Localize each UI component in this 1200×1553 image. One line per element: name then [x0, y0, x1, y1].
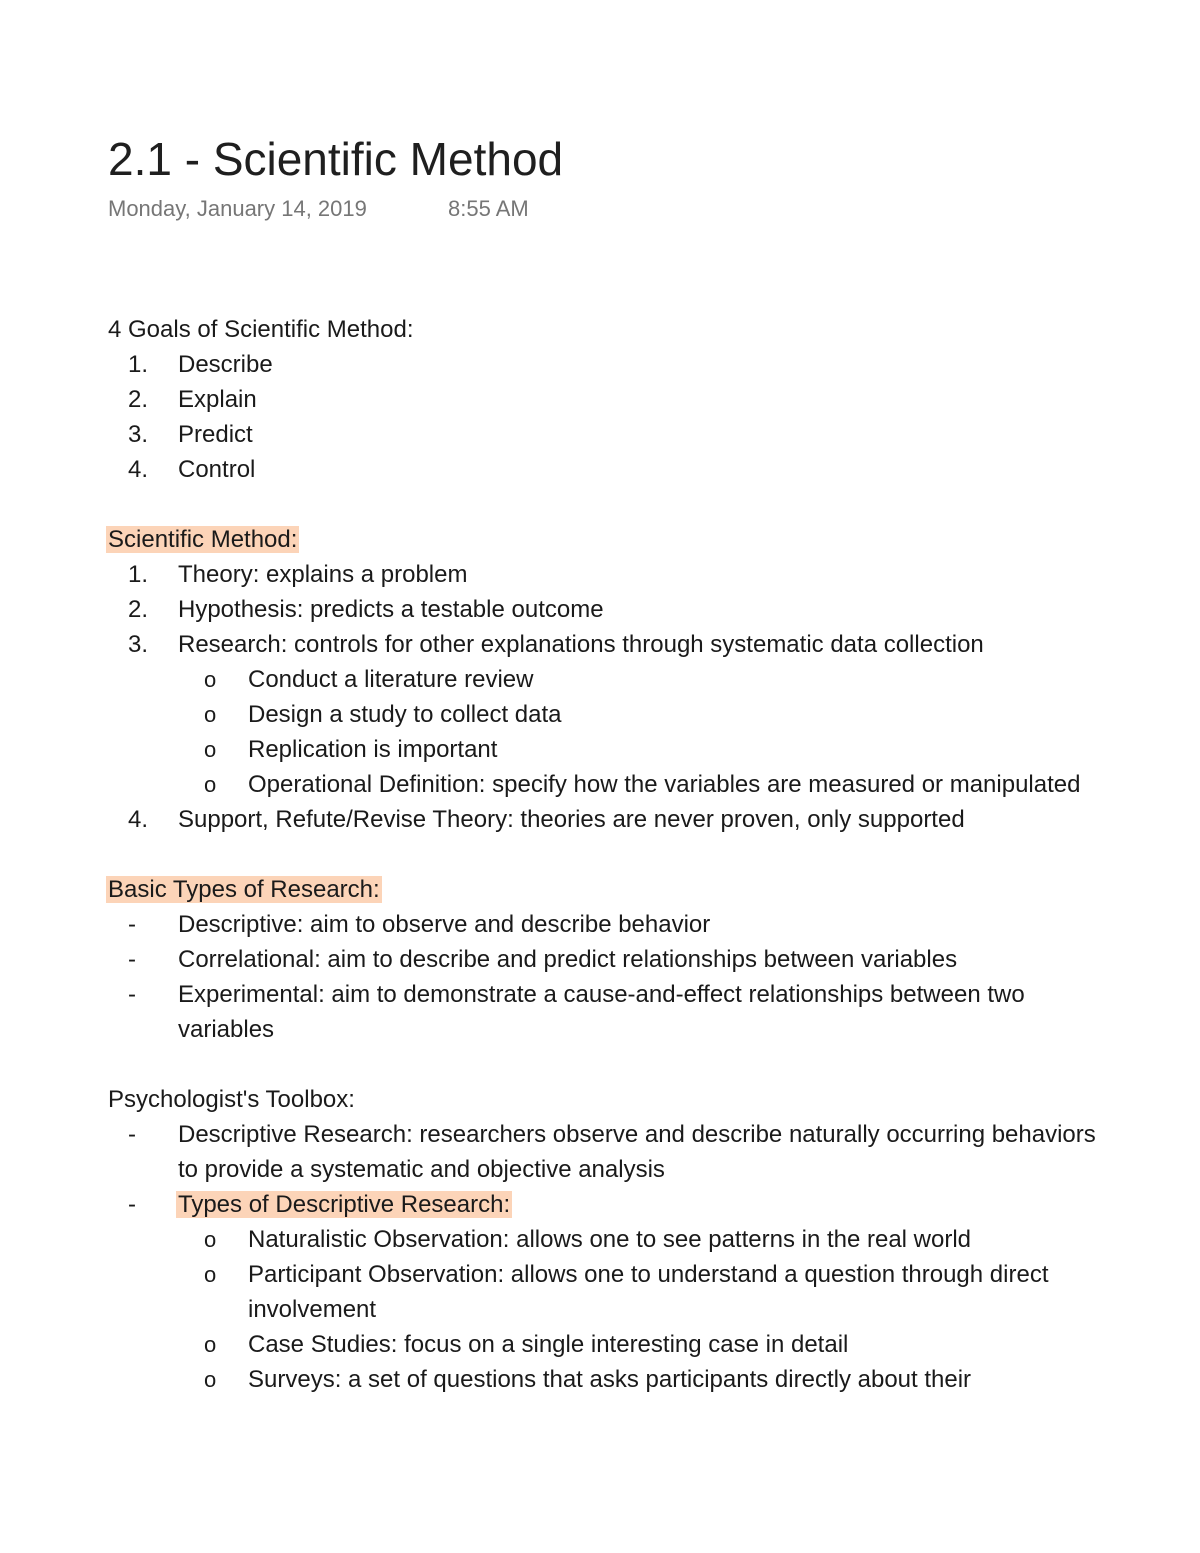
list-item: [108, 627, 1108, 802]
sublist-item-text: Replication is important: [248, 736, 498, 763]
circle-bullet: o: [204, 1332, 217, 1357]
sublist-item: [108, 1222, 1108, 1257]
goals-list: [108, 347, 1108, 487]
dash-bullet: -: [128, 1191, 136, 1218]
list-item: [108, 1117, 1108, 1187]
list-item-text: Hypothesis: predicts a testable outcome: [178, 596, 604, 623]
types-section: [108, 872, 1108, 1047]
types-list: [108, 907, 1108, 1047]
list-item: [108, 347, 1108, 382]
dash-bullet: -: [128, 981, 136, 1008]
list-number: 1.: [128, 561, 149, 588]
circle-bullet: o: [204, 1367, 217, 1392]
list-item: [108, 977, 1108, 1047]
note-content: [108, 312, 1108, 1397]
note-meta: [108, 196, 1108, 230]
circle-bullet: o: [204, 737, 217, 762]
list-item-text: Predict: [178, 421, 253, 448]
list-item-text: Describe: [178, 351, 273, 378]
list-item-text: Explain: [178, 386, 257, 413]
toolbox-section: [108, 1082, 1108, 1397]
sublist-item: [108, 697, 1108, 732]
descriptive-sublist: [178, 1222, 1108, 1397]
toolbox-heading: Psychologist's Toolbox:: [108, 1086, 355, 1113]
toolbox-list: [108, 1117, 1108, 1397]
method-section: [108, 522, 1108, 837]
list-item-text: Descriptive: aim to observe and describe behavior: [178, 911, 711, 938]
list-number: 3.: [128, 631, 149, 658]
sublist-item: [108, 1257, 1108, 1327]
note-date: Monday, January 14, 2019: [108, 196, 367, 221]
list-item: [108, 557, 1108, 592]
types-heading: Basic Types of Research:: [108, 876, 380, 903]
list-number: 4.: [128, 456, 149, 483]
list-number: 4.: [128, 806, 149, 833]
descriptive-types-heading: Types of Descriptive Research:: [178, 1191, 511, 1218]
list-item: [108, 907, 1108, 942]
page-title: 2.1 - Scientific Method: [108, 133, 564, 185]
goals-section: [108, 312, 1108, 487]
list-number: 2.: [128, 596, 149, 623]
list-item-text: Descriptive Research: researchers observe and describe naturally occurring behaviors to provide a systematic and objective analysis: [178, 1121, 1096, 1183]
list-number: 1.: [128, 351, 149, 378]
list-item-text: Theory: explains a problem: [178, 561, 468, 588]
sublist-item-text: Conduct a literature review: [248, 666, 534, 693]
goals-heading: 4 Goals of Scientific Method:: [108, 316, 414, 343]
list-number: 2.: [128, 386, 149, 413]
list-item-text: Research: controls for other explanations through systematic data collection: [178, 631, 984, 658]
sublist-item: [108, 1362, 1108, 1397]
method-list: [108, 557, 1108, 837]
sublist-item-text: Participant Observation: allows one to understand a question through direct involvement: [248, 1261, 1049, 1323]
list-item: [108, 1187, 1108, 1397]
list-item: [108, 942, 1108, 977]
circle-bullet: o: [204, 772, 217, 797]
circle-bullet: o: [204, 1262, 217, 1287]
list-item: [108, 592, 1108, 627]
dash-bullet: -: [128, 946, 136, 973]
sublist-item: [108, 732, 1108, 767]
list-item-text: Control: [178, 456, 256, 483]
list-item-text: Correlational: aim to describe and predict relationships between variables: [178, 946, 958, 973]
research-sublist: [178, 662, 1108, 802]
dash-bullet: -: [128, 911, 136, 938]
circle-bullet: o: [204, 702, 217, 727]
sublist-item: [108, 662, 1108, 697]
sublist-item-text: Naturalistic Observation: allows one to see patterns in the real world: [248, 1226, 972, 1253]
list-item: [108, 802, 1108, 837]
list-item-text: Experimental: aim to demonstrate a cause-and-effect relationships between two variables: [178, 981, 1025, 1043]
sublist-item-text: Surveys: a set of questions that asks participants directly about their: [248, 1366, 972, 1393]
note-page: [108, 128, 1108, 1432]
method-heading: Scientific Method:: [108, 526, 298, 553]
sublist-item: [108, 767, 1108, 802]
dash-bullet: -: [128, 1121, 136, 1148]
sublist-item-text: Case Studies: focus on a single interesting case in detail: [248, 1331, 849, 1358]
list-item-text: Support, Refute/Revise Theory: theories are never proven, only supported: [178, 806, 965, 833]
sublist-item: [108, 1327, 1108, 1362]
note-time: 8:55 AM: [448, 196, 529, 221]
list-item: [108, 452, 1108, 487]
list-number: 3.: [128, 421, 149, 448]
sublist-item-text: Operational Definition: specify how the variables are measured or manipulated: [248, 771, 1081, 798]
sublist-item-text: Design a study to collect data: [248, 701, 562, 728]
list-item: [108, 417, 1108, 452]
circle-bullet: o: [204, 667, 217, 692]
circle-bullet: o: [204, 1227, 217, 1252]
list-item: [108, 382, 1108, 417]
